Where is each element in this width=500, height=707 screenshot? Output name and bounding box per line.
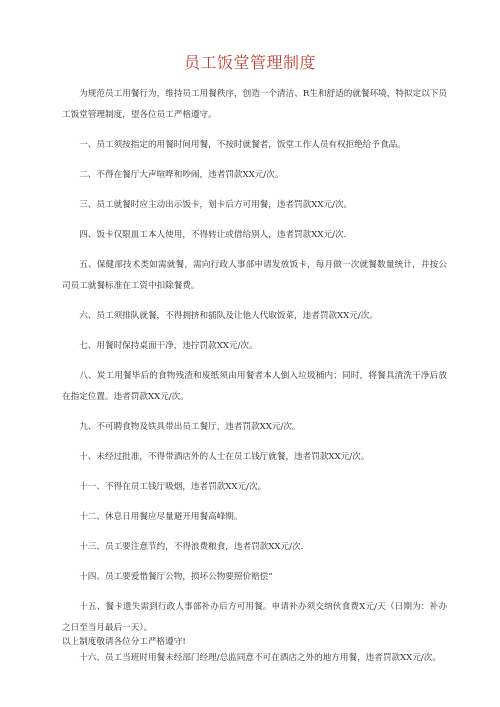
rule-5: 五、保健部技术类如需就餐，需向行政人事部申请发放饭卡，每月做一次就餐数量统计，并按公司员工就餐标准在工资中扣除餐费。 [62, 260, 447, 291]
rule-16: 十六、员工当班时用餐未经部门经理/总监同意不可在酒店之外的地方用餐，违者罚款XX元/次。 [79, 653, 441, 663]
rule-1: 一、员工须按指定的用餐时间用餐，不按时就餐者，饭堂工作人员有权拒绝给予食品。 [79, 140, 406, 150]
rule-15: 十五、餐卡遗失需到行政人事部补办后方可用餐。申请补办须交纳伙食费X元/天（日期为：补办之日至当月最后一天）。 [62, 602, 447, 633]
rule-9: 九、不可聘食物及铁具带出员工餐厅，违者罚款XX元/次。 [79, 422, 301, 432]
rule-12: 十二、休息日用餐应尽量避开用餐高峰期。 [79, 512, 243, 522]
rule-4: 四、饭卡仅限皿工本人使用，不得转让或借给别人，违者罚款XX元/次. [79, 230, 347, 240]
rule-7: 七、用餐时保持桌面干净，违拧罚款XX元/次。 [79, 341, 258, 351]
closing-note: 以上制度敬请各位分工严格遵守! [62, 637, 186, 647]
rule-13: 十三、员工要注意节约，不得浪费粮食，违者罚款XX元/次. [79, 542, 304, 552]
document-title: 员工饭堂管理制度 [183, 53, 316, 72]
intro-paragraph: 为规范员工用餐行为，维持员工用餐秩序，创造一个清洁、R生和舒适的就餐环境，特拟定以下员工饭堂管理制度，望各位员工严格遵守。 [62, 89, 447, 120]
document-body [62, 84, 447, 678]
rule-11: 十一、不得在员工钱厅吸烟，违者罚款XX元/次。 [79, 482, 267, 492]
rule-8: 八、炭工用餐毕后的食物残渣和废纸须由用餐者本人倒入垃圾桶内；同时，将餐具清洗干净后放在指定位置。违者罚款XX元/次。 [62, 371, 447, 402]
rule-6: 六、员工须排队就餐，不得拥挤和插队及让他人代取饭菜，违者罚款XX元/次。 [79, 311, 378, 321]
rule-2: 二、不得在餐厅大声喧哗和吵闹，违者罚款XX元/次。 [79, 170, 284, 180]
rule-10: 十、未经过批准，不得带酒店外的人士在员工钱厅就餐，违者罚款XX元/次。 [79, 452, 370, 462]
rule-14: 十四、员工要爱惜餐厅公物，损坏公物要照价赔偿“ [79, 572, 273, 582]
rule-3: 三、员工就餐时应主动出示饭卡，划卡后方可用餐，违者罚款XX元/次。 [79, 200, 353, 210]
